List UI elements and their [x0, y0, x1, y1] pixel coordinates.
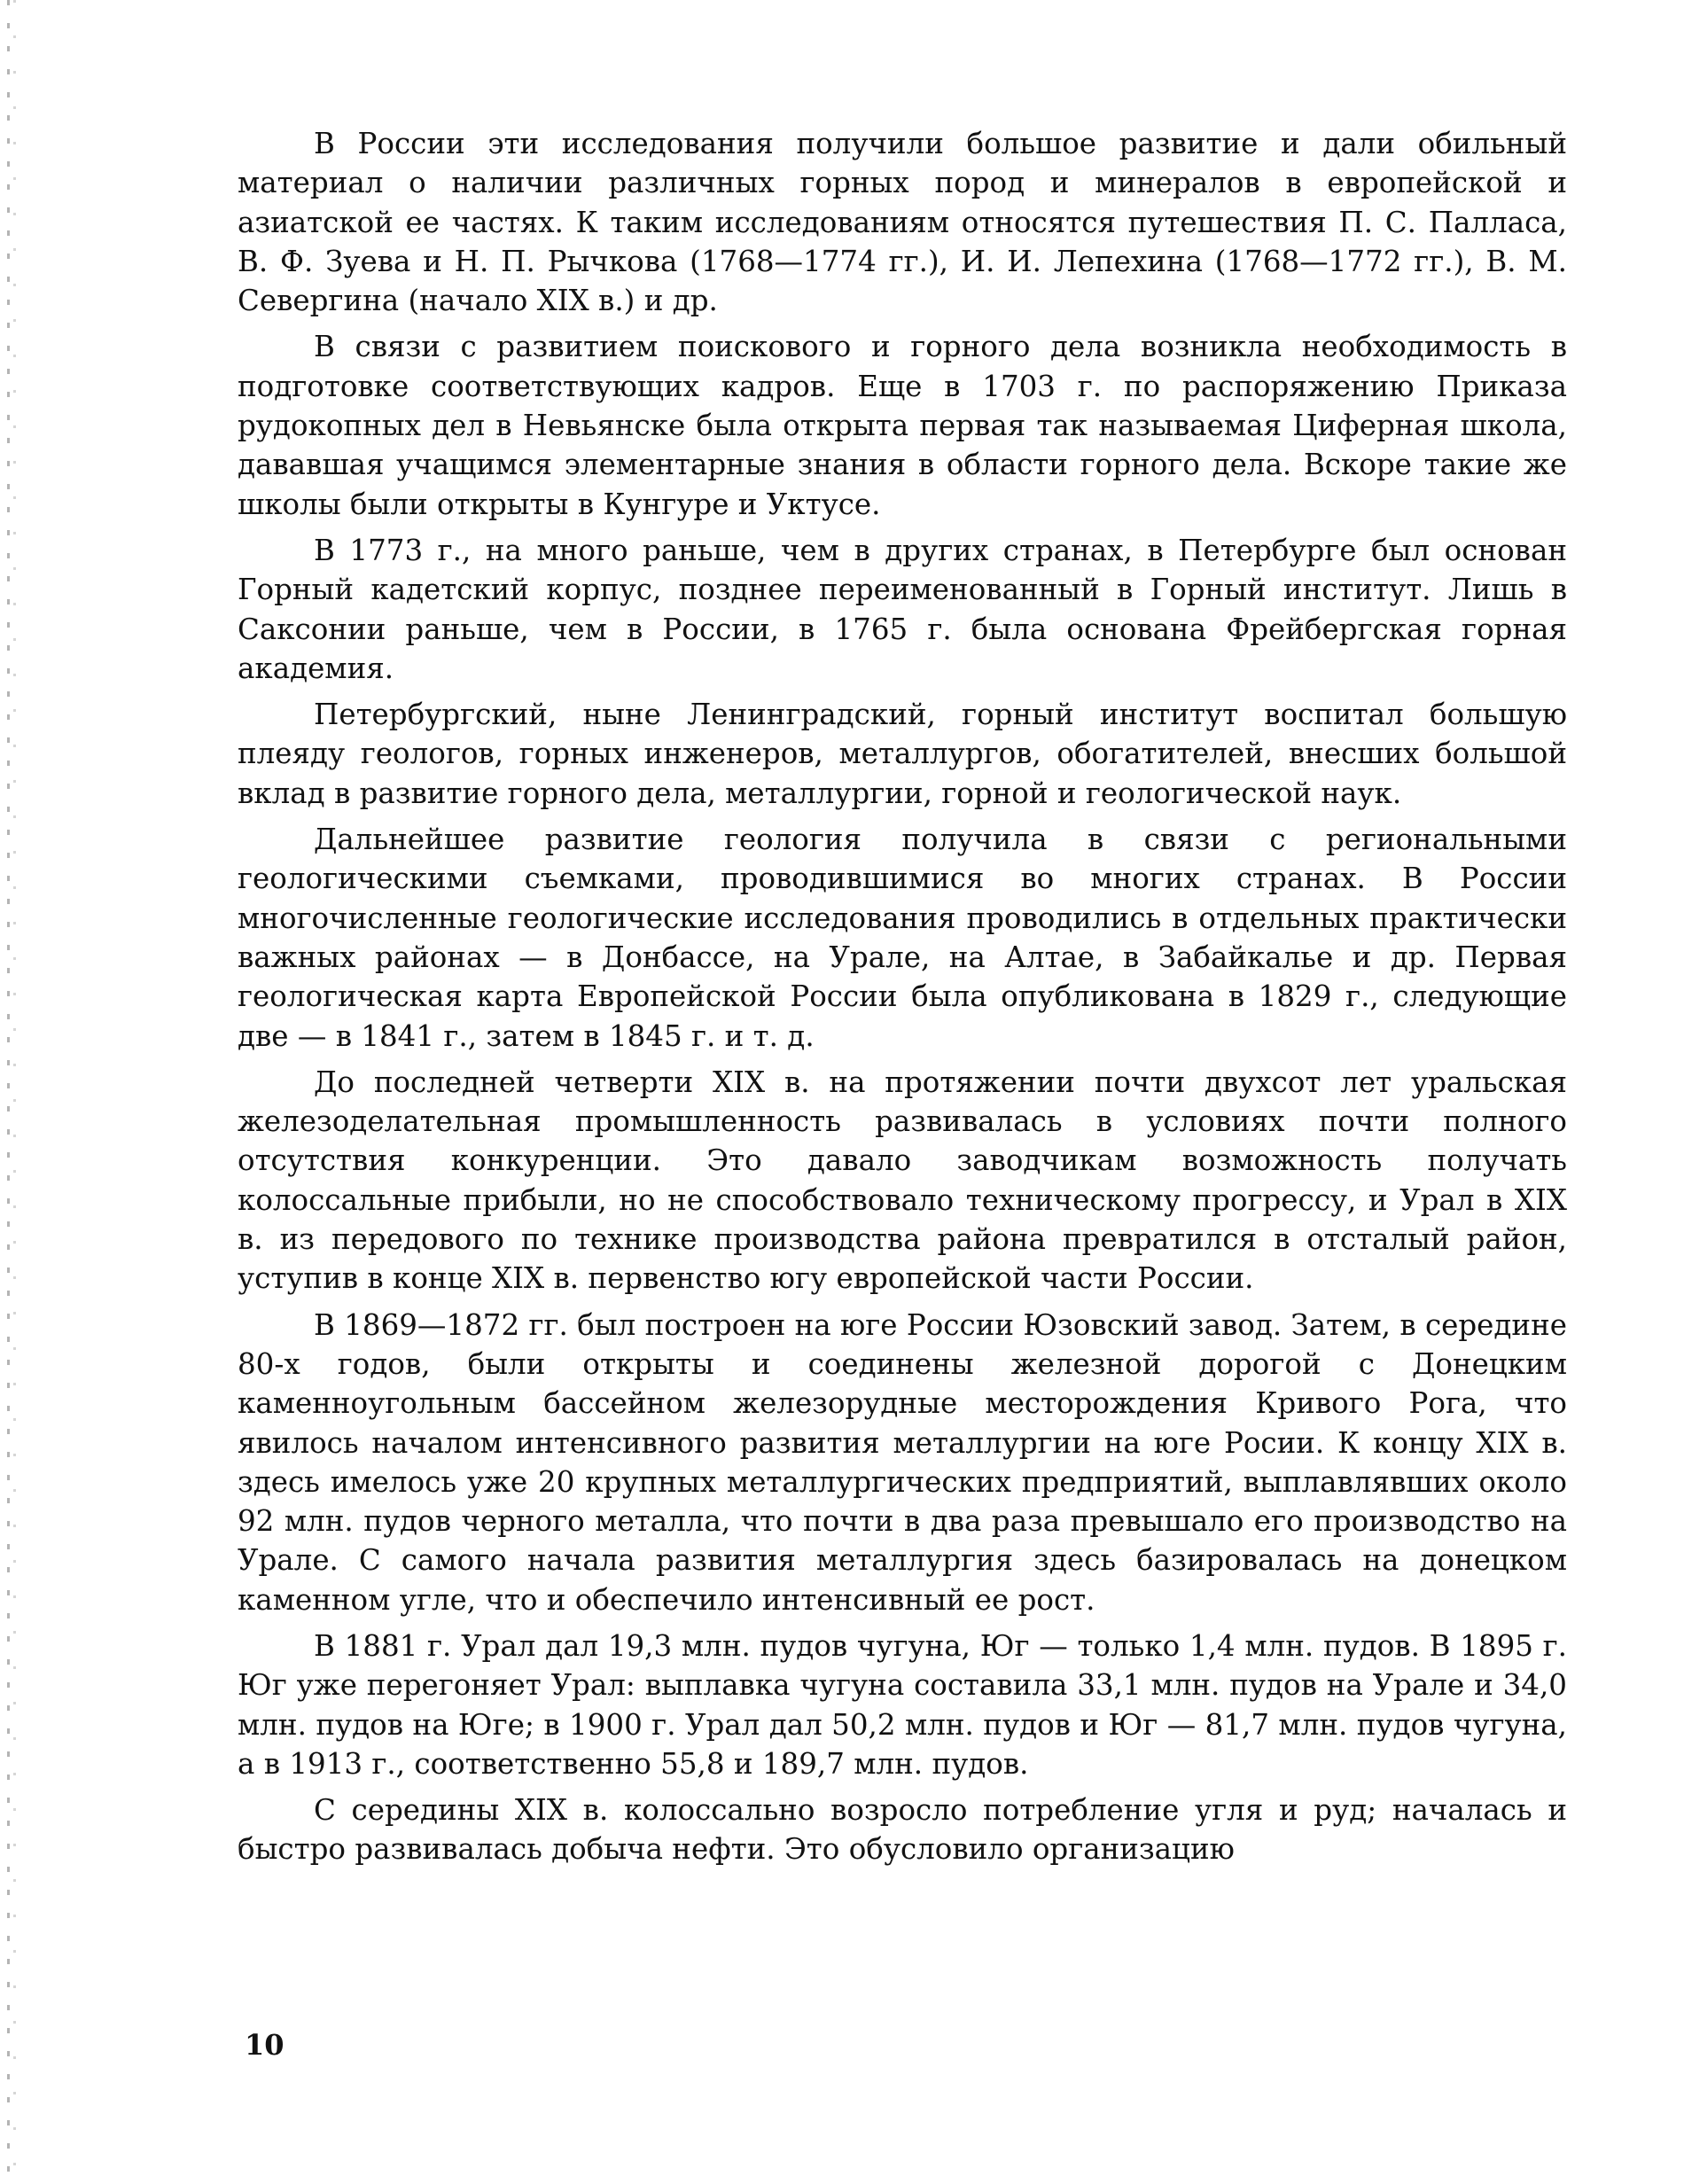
body-text: [238, 124, 1567, 1876]
paragraph: В 1773 г., на много раньше, чем в других странах, в Петербурге был основан Горный кадетский корпус, позднее переименованный в Горный институт. Лишь в Саксонии раньше, чем в России, в 1765 г. была основана Фрейбергская горная академия.: [238, 533, 1567, 685]
paragraph: В 1869—1872 гг. был построен на юге России Юзовский завод. Затем, в середине 80-х годов, были открыты и соединены железной дорогой с Донецким каменноугольным бассейном железорудные месторождения Кривого Рога, что явилось началом интенсивного развития металлургии на юге Росии. К концу XIX в. здесь имелось уже 20 крупных металлургических предприятий, выплавлявших около 92 млн. пудов черного металла, что почти в два раза превышало его производство на Урале. С самого начала развития металлургия здесь базировалась на донецком каменном угле, что и обеспечило интенсивный ее рост.: [238, 1307, 1567, 1617]
paragraph: С середины XIX в. колоссально возросло потребление угля и руд; началась и быстро развивалась добыча нефти. Это обусловило организацию: [238, 1793, 1567, 1867]
page-number: 10: [245, 2028, 285, 2062]
scan-margin-artifact: [7, 0, 10, 2184]
paragraph: До последней четверти XIX в. на протяжении почти двухсот лет уральская железоделательная промышленность развивалась в условиях почти полного отсутствия конкуренции. Это давало заводчикам возможность получать колоссальные прибыли, но не способствовало техническому прогрессу, и Урал в XIX в. из передового по технике производства района превратился в отсталый район, уступив в конце XIX в. первенство югу европейской части России.: [238, 1065, 1567, 1296]
paragraph: Петербургский, ныне Ленинградский, горный институт воспитал большую плеяду геологов, горных инженеров, металлургов, обогатителей, внесших большой вклад в развитие горного дела, металлургии, горной и геологической наук.: [238, 698, 1567, 810]
paragraph: Дальнейшее развитие геология получила в связи с региональными геологическими съемками, проводившимися во многих странах. В России многочисленные геологические исследования проводились в отдельных практически важных районах — в Донбассе, на Урале, на Алтае, в Забайкалье и др. Первая геологическая карта Европейской России была опубликована в 1829 г., следующие две — в 1841 г., затем в 1845 г. и т. д.: [238, 823, 1567, 1053]
scan-margin-artifact: [13, 0, 16, 2184]
paragraph: В связи с развитием поискового и горного дела возникла необходимость в подготовке соответствующих кадров. Еще в 1703 г. по распоряжению Приказа рудокопных дел в Невьянске была открыта первая так называемая Циферная школа, дававшая учащимся элементарные знания в области горного дела. Вскоре такие же школы были открыты в Кунгуре и Уктусе.: [238, 330, 1567, 521]
paragraph: В 1881 г. Урал дал 19,3 млн. пудов чугуна, Юг — только 1,4 млн. пудов. В 1895 г. Юг уже перегоняет Урал: выплавка чугуна составила 33,1 млн. пудов на Урале и 34,0 млн. пудов на Юге; в 1900 г. Урал дал 50,2 млн. пудов и Юг — 81,7 млн. пудов чугуна, а в 1913 г., соответственно 55,8 и 189,7 млн. пудов.: [238, 1628, 1567, 1781]
paragraph: В России эти исследования получили большое развитие и дали обильный материал о наличии различных горных пород и минералов в европейской и азиатской ее частях. К таким исследованиям относятся путешествия П. С. Палласа, В. Ф. Зуева и Н. П. Рычкова (1768—1774 гг.), И. И. Лепехина (1768—1772 гг.), В. М. Севергина (начало XIX в.) и др.: [238, 127, 1567, 318]
